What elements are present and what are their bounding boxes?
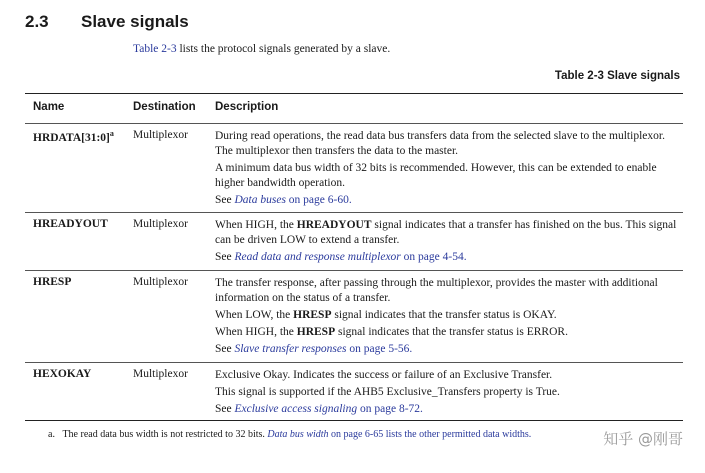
- header-rule: [25, 123, 683, 124]
- signal-description: [215, 129, 677, 210]
- reference-link[interactable]: Exclusive access signaling: [234, 403, 358, 415]
- see-reference: See Read data and response multiplexor on page 4-54.: [215, 251, 467, 263]
- signal-name: HEXOKAY: [33, 368, 92, 380]
- header-name: Name: [33, 101, 65, 113]
- signal-destination: Multiplexor: [133, 368, 188, 380]
- section-title: Slave signals: [81, 12, 189, 31]
- description-text: When HIGH, the HRESP signal indicates that the transfer status is ERROR.: [215, 326, 568, 338]
- see-reference: See Exclusive access signaling on page 8-72.: [215, 403, 423, 415]
- description-text: When HIGH, the HREADYOUT signal indicates that a transfer has finished on the bus. This signal can be driven LOW to extend a transfer.: [215, 219, 677, 246]
- signal-destination: Multiplexor: [133, 218, 188, 230]
- zhihu-watermark: 知乎 @刚哥: [603, 430, 683, 448]
- description-text: The transfer response, after passing through the multiplexor, provides the master with additional information on the status of a transfer.: [215, 277, 658, 304]
- see-reference: See Data buses on page 6-60.: [215, 194, 352, 206]
- description-text: This signal is supported if the AHB5 Exclusive_Transfers property is True.: [215, 386, 560, 398]
- row-divider: [25, 270, 683, 271]
- section-heading: [25, 12, 189, 32]
- description-text: A minimum data bus width of 32 bits is recommended. However, this can be extended to enable higher bandwidth operation.: [215, 162, 657, 189]
- header-description: Description: [215, 101, 279, 113]
- intro-text: lists the protocol signals generated by a slave.: [176, 43, 391, 55]
- reference-link[interactable]: Read data and response multiplexor: [234, 251, 401, 263]
- signal-description: [215, 276, 677, 359]
- signal-name: HRDATA[31:0]$^a$: [33, 129, 114, 144]
- signal-name: HRESP: [33, 276, 72, 288]
- row-divider: [25, 212, 683, 213]
- table-link[interactable]: Table 2-3: [133, 43, 177, 55]
- signal-destination: Multiplexor: [133, 129, 188, 141]
- row-divider: [25, 362, 683, 363]
- reference-link[interactable]: Data buses: [234, 194, 286, 206]
- signal-description: [215, 368, 677, 419]
- description-text: When LOW, the HRESP signal indicates that the transfer status is OKAY.: [215, 309, 557, 321]
- footnote-link[interactable]: Data bus width: [267, 429, 329, 440]
- footnote-label: a.: [48, 429, 55, 440]
- table-top-rule: [25, 93, 683, 94]
- footnote-marker[interactable]: a: [109, 129, 114, 138]
- signal-name: HREADYOUT: [33, 218, 108, 230]
- header-destination: Destination: [133, 101, 196, 113]
- see-reference: See Slave transfer responses on page 5-56.: [215, 343, 413, 355]
- description-text: During read operations, the read data bus transfers data from the selected slave to the multiplexor. The multiplexor then transfers the data to the master.: [215, 130, 665, 157]
- reference-link[interactable]: Slave transfer responses: [234, 343, 347, 355]
- signal-description: [215, 218, 677, 267]
- table-bottom-rule: [25, 420, 683, 421]
- intro-paragraph: [133, 43, 390, 55]
- table-caption: Table 2-3 Slave signals: [554, 70, 680, 82]
- table-footnote: a. The read data bus width is not restricted to 32 bits. Data bus width on page 6-65 lists the other permitted data widths.: [48, 429, 532, 440]
- section-number: 2.3: [25, 12, 49, 31]
- signal-destination: Multiplexor: [133, 276, 188, 288]
- description-text: Exclusive Okay. Indicates the success or failure of an Exclusive Transfer.: [215, 369, 553, 381]
